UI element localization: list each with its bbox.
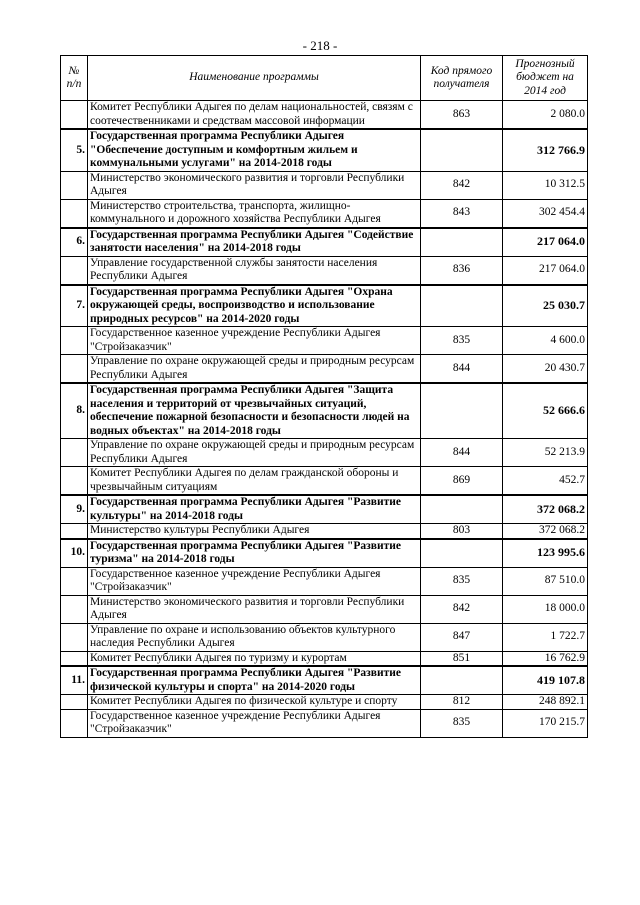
row-code: 843	[421, 199, 503, 228]
row-code: 851	[421, 651, 503, 666]
row-amount: 372 068.2	[503, 495, 588, 524]
row-amount: 452.7	[503, 467, 588, 496]
row-num: 5.	[61, 129, 88, 171]
row-code	[421, 383, 503, 439]
row-name: Управление государственной службы занятости населения Республики Адыгея	[88, 256, 421, 285]
row-num	[61, 171, 88, 199]
row-code	[421, 539, 503, 568]
recipient-row	[61, 355, 588, 384]
row-amount: 4 600.0	[503, 327, 588, 355]
row-num	[61, 709, 88, 737]
row-num	[61, 439, 88, 467]
row-num: 11.	[61, 666, 88, 695]
row-name: Комитет Республики Адыгея по туризму и курортам	[88, 651, 421, 666]
table-body	[61, 101, 588, 738]
recipient-row	[61, 623, 588, 651]
row-amount: 16 762.9	[503, 651, 588, 666]
row-amount: 312 766.9	[503, 129, 588, 171]
row-num	[61, 623, 88, 651]
row-num	[61, 567, 88, 595]
row-code: 844	[421, 439, 503, 467]
row-code: 842	[421, 595, 503, 623]
row-num	[61, 651, 88, 666]
row-code	[421, 495, 503, 524]
row-amount: 217 064.0	[503, 256, 588, 285]
row-name: Государственная программа Республики Адыгея "Развитие туризма" на 2014-2018 годы	[88, 539, 421, 568]
row-code: 844	[421, 355, 503, 384]
row-num: 7.	[61, 285, 88, 327]
row-name: Комитет Республики Адыгея по физической культуре и спорту	[88, 695, 421, 710]
row-num	[61, 695, 88, 710]
row-num	[61, 199, 88, 228]
row-num: 8.	[61, 383, 88, 439]
recipient-row	[61, 467, 588, 496]
row-name: Государственное казенное учреждение Республики Адыгея "Стройзаказчик"	[88, 567, 421, 595]
header-num: № п/п	[61, 56, 88, 101]
recipient-row	[61, 567, 588, 595]
recipient-row	[61, 595, 588, 623]
row-code	[421, 285, 503, 327]
program-row	[61, 539, 588, 568]
row-amount: 217 064.0	[503, 228, 588, 257]
row-num	[61, 327, 88, 355]
row-name: Государственная программа Республики Адыгея "Защита населения и территорий от чрезвычайных ситуаций, обеспечение пожарной безопасности и безопасности людей на водных объектах" на 2014-2018 годы	[88, 383, 421, 439]
row-amount: 10 312.5	[503, 171, 588, 199]
row-name: Государственная программа Республики Адыгея "Содействие занятости населения" на 2014-2018 годы	[88, 228, 421, 257]
row-amount: 248 892.1	[503, 695, 588, 710]
row-code	[421, 228, 503, 257]
row-code	[421, 129, 503, 171]
row-amount: 419 107.8	[503, 666, 588, 695]
recipient-row	[61, 651, 588, 666]
row-name: Управление по охране окружающей среды и природным ресурсам Республики Адыгея	[88, 355, 421, 384]
row-code: 836	[421, 256, 503, 285]
row-code: 835	[421, 327, 503, 355]
budget-table	[60, 55, 588, 738]
row-amount: 1 722.7	[503, 623, 588, 651]
row-amount: 18 000.0	[503, 595, 588, 623]
row-num: 10.	[61, 539, 88, 568]
program-row	[61, 495, 588, 524]
row-amount: 302 454.4	[503, 199, 588, 228]
row-amount: 372 068.2	[503, 524, 588, 539]
row-name: Комитет Республики Адыгея по делам национальностей, связям с соотечественниками и средствам массовой информации	[88, 101, 421, 130]
page-number: - 218 -	[302, 38, 338, 53]
row-code	[421, 666, 503, 695]
row-amount: 87 510.0	[503, 567, 588, 595]
recipient-row	[61, 256, 588, 285]
row-code: 803	[421, 524, 503, 539]
row-code: 842	[421, 171, 503, 199]
row-amount: 123 995.6	[503, 539, 588, 568]
recipient-row	[61, 199, 588, 228]
header-name: Наименование программы	[88, 56, 421, 101]
recipient-row	[61, 709, 588, 737]
row-amount: 25 030.7	[503, 285, 588, 327]
row-amount: 2 080.0	[503, 101, 588, 130]
recipient-row	[61, 171, 588, 199]
row-num: 9.	[61, 495, 88, 524]
row-amount: 52 213.9	[503, 439, 588, 467]
program-row	[61, 383, 588, 439]
row-name: Министерство строительства, транспорта, жилищно-коммунального и дорожного хозяйства Республики Адыгея	[88, 199, 421, 228]
row-amount: 170 215.7	[503, 709, 588, 737]
recipient-row	[61, 101, 588, 130]
row-code: 869	[421, 467, 503, 496]
row-amount: 20 430.7	[503, 355, 588, 384]
row-name: Государственное казенное учреждение Республики Адыгея "Стройзаказчик"	[88, 709, 421, 737]
row-code: 863	[421, 101, 503, 130]
program-row	[61, 285, 588, 327]
row-name: Министерство культуры Республики Адыгея	[88, 524, 421, 539]
recipient-row	[61, 439, 588, 467]
table-header-row	[61, 56, 588, 101]
row-name: Управление по охране окружающей среды и природным ресурсам Республики Адыгея	[88, 439, 421, 467]
row-name: Государственная программа Республики Адыгея "Обеспечение доступным и комфортным жильем и коммунальными услугами" на 2014-2018 годы	[88, 129, 421, 171]
row-code: 835	[421, 709, 503, 737]
row-name: Государственное казенное учреждение Республики Адыгея "Стройзаказчик"	[88, 327, 421, 355]
row-code: 847	[421, 623, 503, 651]
program-row	[61, 228, 588, 257]
header-budget: Прогнозный бюджет на 2014 год	[503, 56, 588, 101]
row-num	[61, 256, 88, 285]
program-row	[61, 129, 588, 171]
recipient-row	[61, 524, 588, 539]
row-name: Комитет Республики Адыгея по делам гражданской обороны и чрезвычайным ситуациям	[88, 467, 421, 496]
row-name: Государственная программа Республики Адыгея "Развитие культуры" на 2014-2018 годы	[88, 495, 421, 524]
header-code: Код прямого получателя	[421, 56, 503, 101]
row-code: 812	[421, 695, 503, 710]
row-name: Управление по охране и использованию объектов культурного наследия Республики Адыгея	[88, 623, 421, 651]
row-name: Государственная программа Республики Адыгея "Развитие физической культуры и спорта" на 2014-2020 годы	[88, 666, 421, 695]
row-amount: 52 666.6	[503, 383, 588, 439]
row-num	[61, 101, 88, 130]
row-num	[61, 595, 88, 623]
row-name: Министерство экономического развития и торговли Республики Адыгея	[88, 171, 421, 199]
row-num	[61, 467, 88, 496]
program-row	[61, 666, 588, 695]
row-name: Министерство экономического развития и торговли Республики Адыгея	[88, 595, 421, 623]
recipient-row	[61, 695, 588, 710]
row-code: 835	[421, 567, 503, 595]
row-num	[61, 355, 88, 384]
row-num: 6.	[61, 228, 88, 257]
row-num	[61, 524, 88, 539]
recipient-row	[61, 327, 588, 355]
row-name: Государственная программа Республики Адыгея "Охрана окружающей среды, воспроизводство и использование природных ресурсов" на 2014-2020 годы	[88, 285, 421, 327]
